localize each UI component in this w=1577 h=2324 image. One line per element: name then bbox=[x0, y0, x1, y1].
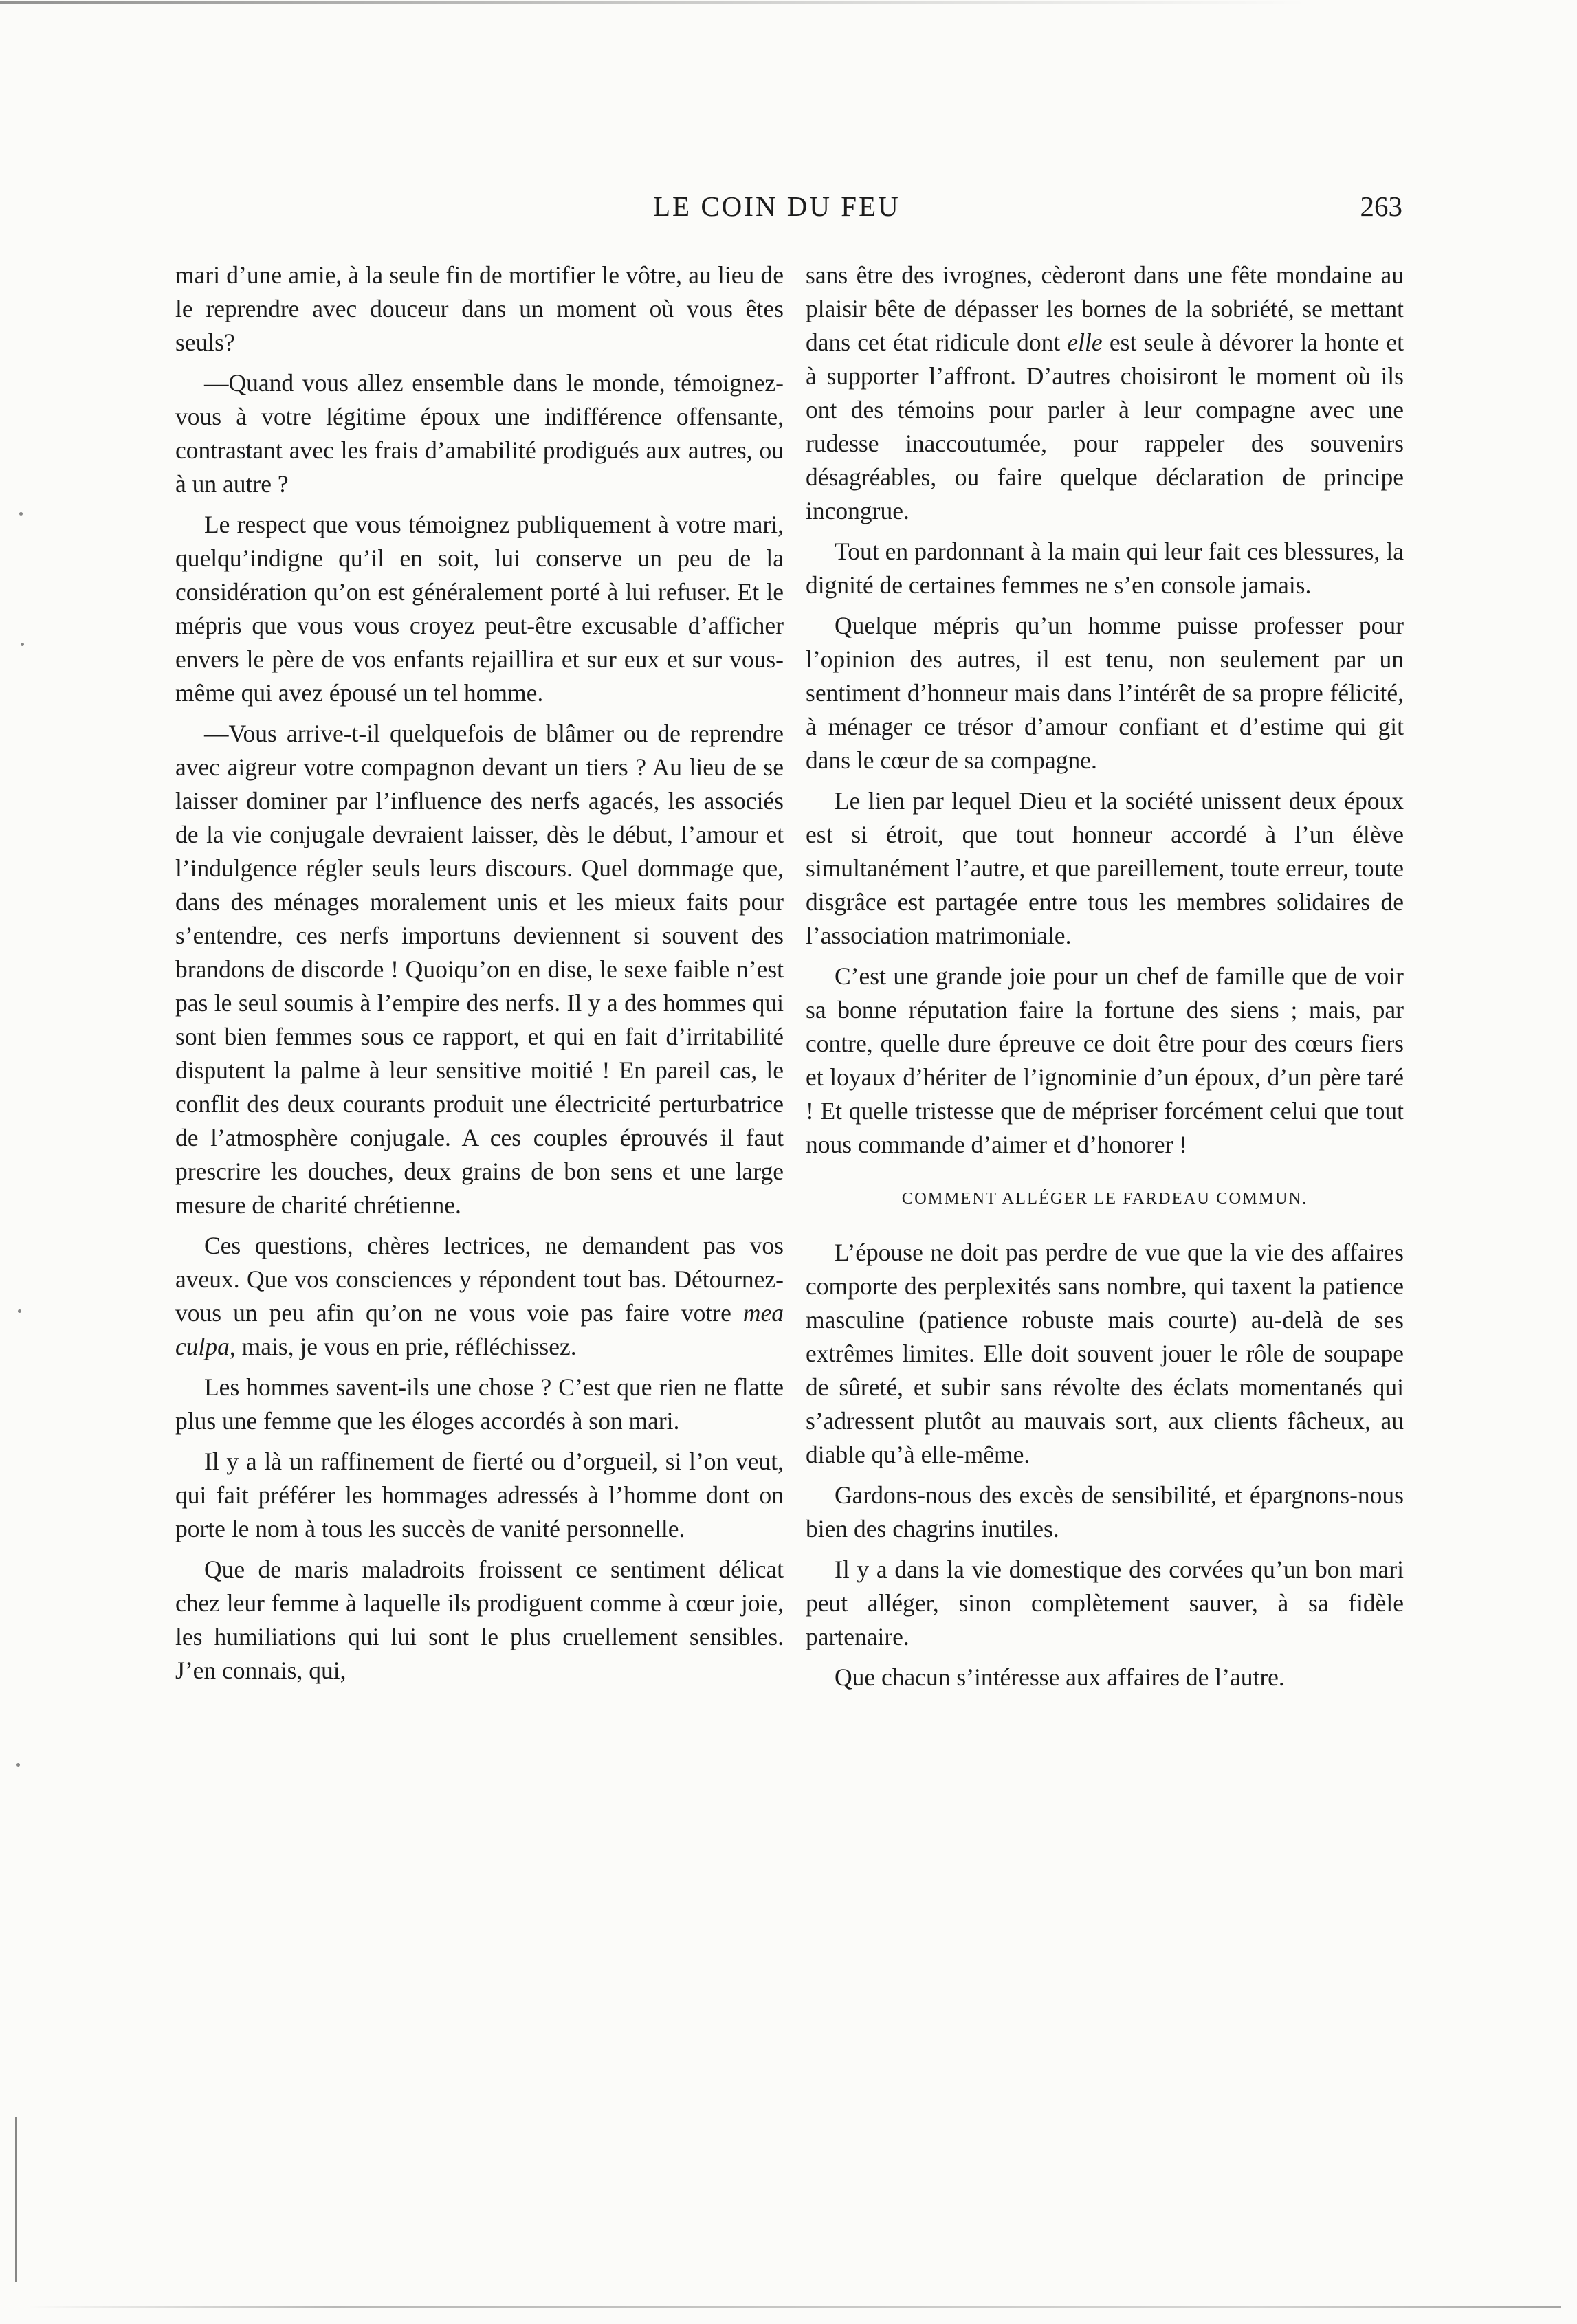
section-heading: COMMENT ALLÉGER LE FARDEAU COMMUN. bbox=[901, 1189, 1308, 1208]
text-run: —Quand vous allez ensemble dans le monde, témoignez-vous à votre légitime époux une indifférence offensante, contrastant avec les frais d’amabilité prodigués aux autres, ou à un autre ? bbox=[175, 369, 784, 498]
text-run: L’épouse ne doit pas perdre de vue que la vie des affaires comporte des perplexités sans nombre, qui taxent la patience masculine (patience robuste mais courte) au-delà de ses extrêmes limites. Elle doit souvent jouer le rôle de soupape de sûreté, et subir sans révolte des éclats momentanés qui s’adressent plutôt au mauvais sort, aux clients fâcheux, au diable qu’à elle-même. bbox=[806, 1239, 1404, 1468]
text-run: Quelque mépris qu’un homme puisse professer pour l’opinion des autres, il est tenu, non seulement par un sentiment d’honneur mais dans l’intérêt de sa propre félicité, à ménager ce trésor d’amour confiant et d’estime qui git dans le cœur de sa compagne. bbox=[806, 612, 1404, 774]
text-run: Tout en pardonnant à la main qui leur fait ces blessures, la dignité de certaines femmes ne s’en console jamais. bbox=[806, 538, 1404, 599]
text-run: est seule à dévorer la honte et à supporter l’affront. D’autres choisiront le moment où ils ont des témoins pour parler à leur compagne avec une rudesse inaccoutumée, pour rappeler des souvenirs désagréables, ou faire quelque déclaration de principe incongrue. bbox=[806, 329, 1404, 524]
page-number: 263 bbox=[1360, 190, 1402, 222]
paragraph bbox=[175, 1553, 784, 1687]
right-column bbox=[806, 258, 1404, 1701]
running-title: LE COIN DU FEU bbox=[653, 190, 901, 222]
paragraph bbox=[806, 535, 1404, 602]
italic-text: elle bbox=[1067, 329, 1103, 356]
text-run: , mais, je vous en prie, réfléchissez. bbox=[229, 1333, 577, 1360]
paragraph bbox=[175, 1445, 784, 1546]
paragraph bbox=[175, 1371, 784, 1438]
scan-artifact-top bbox=[0, 1, 1306, 4]
text-run: Que chacun s’intéresse aux affaires de l’autre. bbox=[835, 1663, 1285, 1691]
paragraph bbox=[806, 1479, 1404, 1546]
text-run: Gardons-nous des excès de sensibilité, et épargnons-nous bien des chagrins inutiles. bbox=[806, 1481, 1404, 1542]
scan-speck bbox=[21, 643, 24, 646]
paragraph bbox=[175, 1229, 784, 1364]
text-run: mari d’une amie, à la seule fin de mortifier le vôtre, au lieu de le reprendre avec douceur dans un moment où vous êtes seuls? bbox=[175, 261, 784, 356]
text-run: sans être des ivrognes, cèderont dans une fête mondaine au plaisir bête de dépasser les bornes de la sobriété, se mettant dans cet état ridicule dont bbox=[806, 261, 1404, 356]
text-run: Il y a là un raffinement de fierté ou d’orgueil, si l’on veut, qui fait préférer les hommages adressés à l’homme dont on porte le nom à tous les succès de vanité personnelle. bbox=[175, 1448, 784, 1542]
text-run: Le respect que vous témoignez publiquement à votre mari, quelqu’indigne qu’il en soit, lui conserve un peu de la considération qu’on est généralement porté à lui refuser. Et le mépris que vous vous croyez peut-être excusable d’afficher envers le père de vos enfants rejaillira et sur eux et sur vous-même qui avez épousé un tel homme. bbox=[175, 511, 784, 707]
paragraph bbox=[806, 1661, 1404, 1694]
scan-speck bbox=[19, 512, 23, 516]
paragraph bbox=[806, 1553, 1404, 1654]
scan-artifact-bottom bbox=[27, 2306, 1561, 2308]
paragraph bbox=[806, 609, 1404, 777]
paragraph bbox=[806, 960, 1404, 1162]
right-column-text-after bbox=[806, 1236, 1404, 1694]
text-run: Les hommes savent-ils une chose ? C’est que rien ne flatte plus une femme que les éloges accordés à son mari. bbox=[175, 1373, 784, 1435]
text-run: Que de maris maladroits froissent ce sentiment délicat chez leur femme à laquelle ils prodiguent comme à cœur joie, les humiliations qui lui sont le plus cruellement sensibles. J’en connais, qui, bbox=[175, 1556, 784, 1684]
paragraph bbox=[175, 508, 784, 710]
text-run: Ces questions, chères lectrices, ne demandent pas vos aveux. Que vos consciences y répondent tout bas. Détournez-vous un peu afin qu’on ne vous voie pas faire votre bbox=[175, 1232, 784, 1327]
paragraph bbox=[175, 717, 784, 1222]
scan-speck bbox=[18, 1309, 21, 1313]
paragraph bbox=[806, 1236, 1404, 1472]
paragraph bbox=[175, 366, 784, 501]
right-column-text-before bbox=[806, 258, 1404, 1162]
scan-speck bbox=[16, 1763, 20, 1767]
scan-artifact-left bbox=[15, 2117, 17, 2282]
paragraph bbox=[806, 258, 1404, 528]
text-run: —Vous arrive-t-il quelquefois de blâmer ou de reprendre avec aigreur votre compagnon devant un tiers ? Au lieu de se laisser dominer par l’influence des nerfs agacés, les associés de la vie conjugale devraient laisser, dès le début, l’amour et l’indulgence régler seuls leurs discours. Quel dommage que, dans des ménages moralement unis et les mieux faits pour s’entendre, ces nerfs importuns deviennent si souvent des brandons de discorde ! Quoiqu’on en dise, le sexe faible n’est pas le seul soumis à l’empire des nerfs. Il y a des hommes qui sont bien femmes sous ce rapport, et qui en fait d’irritabilité disputent la palme à leur sensitive moitié ! En pareil cas, le conflit des deux courants produit une électricité perturbatrice de l’atmosphère conjugale. A ces couples éprouvés il faut prescrire les douches, deux grains de bon sens et une large mesure de charité chrétienne. bbox=[175, 720, 784, 1219]
text-run: Il y a dans la vie domestique des corvées qu’un bon mari peut alléger, sinon complètement sauver, à sa fidèle partenaire. bbox=[806, 1556, 1404, 1650]
left-column bbox=[175, 258, 784, 1694]
text-run: Le lien par lequel Dieu et la société unissent deux époux est si étroit, que tout honneur accordé à l’un élève simultanément l’autre, et que pareillement, toute erreur, toute disgrâce est partagée entre tous les membres solidaires de l’association matrimoniale. bbox=[806, 787, 1404, 949]
paragraph bbox=[175, 258, 784, 359]
text-run: C’est une grande joie pour un chef de famille que de voir sa bonne réputation faire la fortune des siens ; mais, par contre, quelle dure épreuve ce doit être pour des cœurs fiers et loyaux d’hériter de l’ignominie d’un époux, d’un père taré ! Et quelle tristesse que de mépriser forcément celui que tout nous commande d’aimer et d’honorer ! bbox=[806, 962, 1404, 1158]
italic-text: mea culpa bbox=[175, 1299, 784, 1360]
page-header bbox=[165, 190, 1402, 231]
paragraph bbox=[806, 784, 1404, 953]
